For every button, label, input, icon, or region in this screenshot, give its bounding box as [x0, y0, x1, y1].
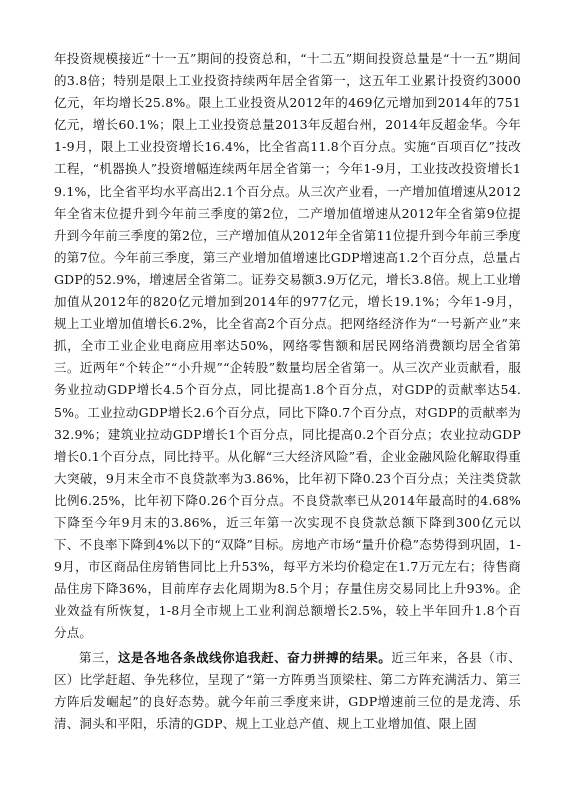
document-page [54, 48, 521, 735]
paragraph-1 [54, 48, 521, 645]
paragraph-2 [54, 647, 521, 735]
paragraph-2-bold-heading: 这是各地各条战线你追我赶、奋力拼搏的结果。 [118, 649, 392, 665]
paragraph-1-run-1: 年投资规模接近“十一五”期间的投资总和，“十二五”期间投资总量是“十一五”期间的3.8倍；特别是限上工业投资持续两年居全省第一，这五年工业累计投资约3000亿元，年均增长25.8%。限上工业投资从2012年的469亿元增加到2014年的751亿元，增长60.1%；限上工业投资总量2013年反超台州，2014年反超金华。今年1-9月，限上工业投资增长16.4%，比全省高11.8个百分点。实施“百项百亿”技改工程，“机器换人”投资增幅连续两年居全省第一；今年1-9月，工业技改投资增长19.1%，比全省平均水平高出2.1个百分点。从三次产业看，一产增加值增速从2012年全省末位提升到今年前三季度的第2位，二产增加值增速从2012年全省第9位提升到今年前三季度的第2位，三产增加值从2012年全省第11位提升到今年前三季度的第7位。今年前三季度，第三产业增加值增速比GDP增速高1.2个百分点，总量占GDP的52.9%，增速居全省第二。证券交易额3.9万亿元，增长3.8倍。规上工业增加值从2012年的820亿元增加到2014年的977亿元，增长19.1%；今年1-9月，规上工业增加值增长6.2%，比全省高2个百分点。把网络经济作为“一号新产业”来抓，全市工业企业电商应用率达50%，网络零售额和居民网络消费额均居全省第三。近两年“个转企”“小升规”“企转股”数量均居全省第一。从三次产业贡献看，服务业拉动GDP增长4.5个百分点，同比提高1.8个百分点，对GDP的贡献率达54.5%。工业拉动GDP增长2.6个百分点，同比下降0.7个百分点，对GDP的贡献率为32.9%；建筑业拉动GDP增长1个百分点，同比提高0.2个百分点；农业拉动GDP增长0.1个百分点，同比持平。从化解“三大经济风险”看，企业金融风险化解取得重大突破，9月末全市不良贷款率为3.86%，比年初下降0.23个百分点；关注类贷款比例6.25%，比年初下降0.26个百分点。不良贷款率已从2014年最高时的4.68%下降至今年9月末的3.86%，近三年第一次实现不良贷款总额下降到300亿元以下、不良率下降到4%以下的“双降”目标。房地产市场“量升价稳”态势得到巩固，1-9月，市区商品住房销售同比上升53%，每平方米均价稳定在1.7万元左右；待售商品住房下降36%，目前库存去化周期为8.5个月；存量住房交易同比上升93%。企业效益有所恢复，1-8月全市规上工业利润总额增长2.5%，较上半年回升1.8个百分点。 [54, 51, 521, 641]
paragraph-2-run-3: 近三年来，各县（市、区）比学赶超、争先移位，呈现了“第一方阵勇当顶梁柱、第二方阵充满活力、第三方阵后发崛起”的良好态势。就今年前三季度来讲，GDP增速前三位的是龙湾、乐清、洞头和平阳，乐清的GDP、规上工业总产值、规上工业增加值、限上固 [54, 649, 521, 731]
paragraph-2-run-1: 第三， [79, 649, 119, 665]
